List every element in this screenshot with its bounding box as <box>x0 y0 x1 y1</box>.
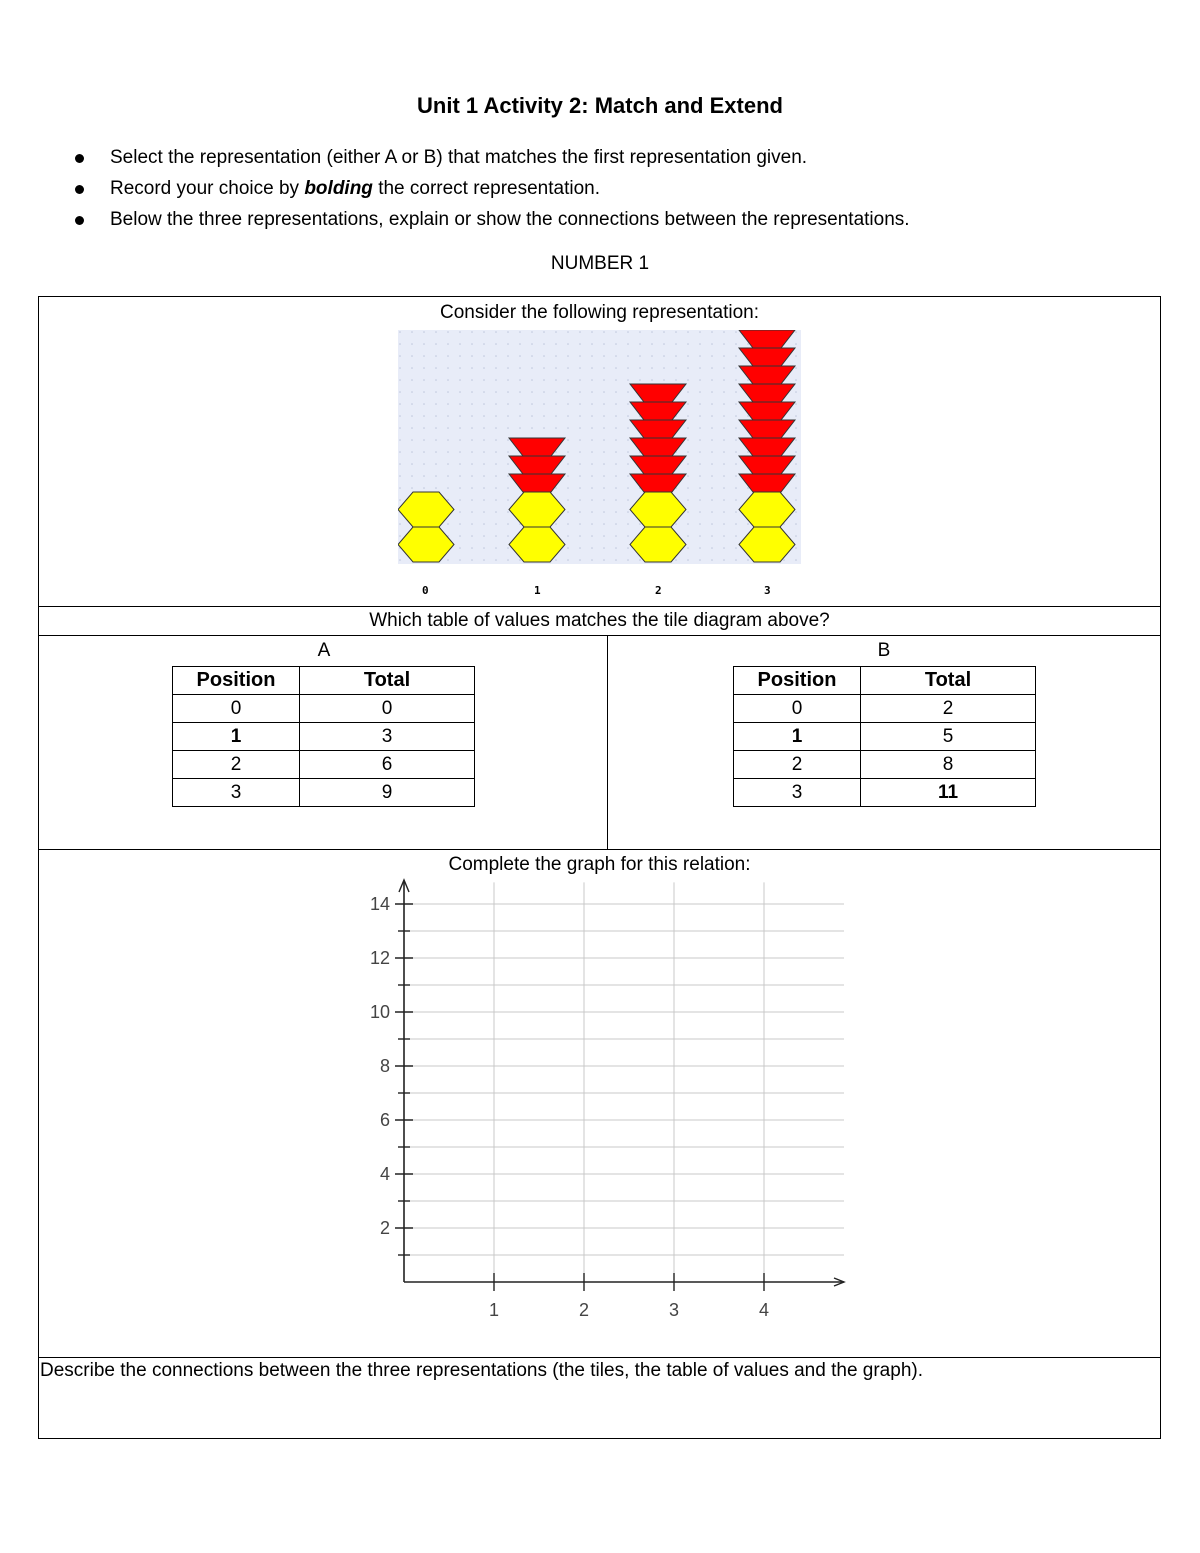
column-header: Position <box>734 667 861 695</box>
table-row <box>173 751 475 779</box>
table-cell: 0 <box>173 695 300 723</box>
x-tick-label: 4 <box>758 1300 770 1320</box>
x-tick-label: 3 <box>668 1300 680 1320</box>
table-b <box>733 666 1036 807</box>
tile-diagram <box>398 330 801 564</box>
tile-prompt: Consider the following representation: <box>440 302 759 323</box>
table-cell: 9 <box>300 779 475 807</box>
table-cell: 1 <box>734 723 861 751</box>
table-border <box>38 606 1161 607</box>
table-cell: 11 <box>861 779 1036 807</box>
y-tick-label: 10 <box>369 1002 390 1022</box>
bullet-icon <box>75 216 84 225</box>
x-tick-label: 2 <box>578 1300 590 1320</box>
bullet-icon <box>75 154 84 163</box>
table-b-label: B <box>877 640 891 661</box>
position-label: 0 <box>422 584 429 597</box>
table-border <box>38 849 1161 850</box>
table-cell: 2 <box>861 695 1036 723</box>
instruction-item: Record your choice by bolding the correct representation. <box>72 173 910 204</box>
table-question: Which table of values matches the tile diagram above? <box>369 610 830 631</box>
table-cell: 1 <box>173 723 300 751</box>
table-row <box>173 695 475 723</box>
y-tick-label: 12 <box>369 948 390 968</box>
instruction-item: Select the representation (either A or B) that matches the first representation given. <box>72 142 910 173</box>
position-label: 1 <box>534 584 541 597</box>
y-tick-label: 14 <box>369 894 390 914</box>
table-header-row <box>173 667 475 695</box>
blank-graph <box>350 872 860 1332</box>
y-tick-label: 8 <box>379 1056 390 1076</box>
emphasis-word: bolding <box>304 178 373 199</box>
tile-diagram-canvas <box>398 330 801 564</box>
position-label: 2 <box>655 584 662 597</box>
table-cell: 3 <box>734 779 861 807</box>
table-cell: 5 <box>861 723 1036 751</box>
table-border <box>607 635 608 849</box>
section-heading: NUMBER 1 <box>550 253 650 274</box>
table-row <box>734 723 1036 751</box>
instruction-item: Below the three representations, explain or show the connections between the representations. <box>72 204 910 235</box>
table-cell: 0 <box>734 695 861 723</box>
describe-prompt: Describe the connections between the three representations (the tiles, the table of values and the graph). <box>40 1360 923 1381</box>
y-tick-label: 6 <box>379 1110 390 1130</box>
graph-prompt: Complete the graph for this relation: <box>448 854 751 875</box>
column-header: Total <box>861 667 1036 695</box>
y-tick-label: 4 <box>379 1164 390 1184</box>
table-row <box>173 779 475 807</box>
table-cell: 3 <box>173 779 300 807</box>
bullet-icon <box>75 185 84 194</box>
table-border <box>38 1438 1161 1439</box>
table-a-label: A <box>317 640 331 661</box>
table-row <box>173 723 475 751</box>
table-border <box>38 296 1161 297</box>
x-tick-label: 1 <box>488 1300 500 1320</box>
instruction-list <box>72 142 910 235</box>
page-title: Unit 1 Activity 2: Match and Extend <box>417 93 783 118</box>
position-label: 3 <box>764 584 771 597</box>
table-border <box>38 1357 1161 1358</box>
table-border <box>38 635 1161 636</box>
table-header-row <box>734 667 1036 695</box>
table-cell: 2 <box>173 751 300 779</box>
column-header: Position <box>173 667 300 695</box>
table-row <box>734 751 1036 779</box>
table-cell: 2 <box>734 751 861 779</box>
table-cell: 3 <box>300 723 475 751</box>
table-cell: 0 <box>300 695 475 723</box>
y-tick-label: 2 <box>379 1218 390 1238</box>
table-cell: 6 <box>300 751 475 779</box>
column-header: Total <box>300 667 475 695</box>
table-row <box>734 779 1036 807</box>
table-row <box>734 695 1036 723</box>
table-a <box>172 666 475 807</box>
table-cell: 8 <box>861 751 1036 779</box>
